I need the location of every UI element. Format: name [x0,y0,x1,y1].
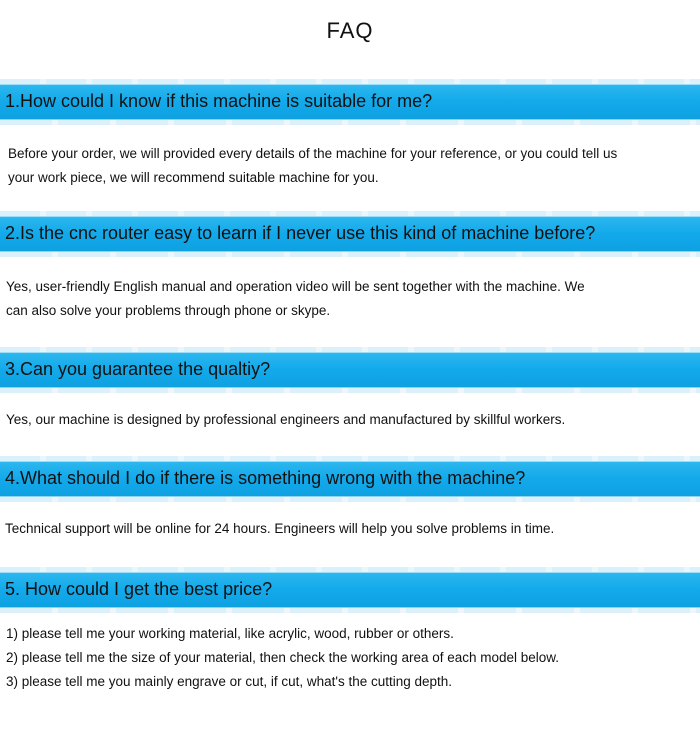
faq-question-banner-4 [0,461,700,497]
faq-answer-2-line-2: can also solve your problems through phone or skype. [6,303,331,318]
faq-answer-3 [6,408,696,432]
faq-answer-1 [8,142,698,190]
faq-answer-5-line-1: 1) please tell me your working material, like acrylic, wood, rubber or others. [6,626,454,641]
faq-answer-2-line-1: Yes, user-friendly English manual and operation video will be sent together with the machine. We [6,279,585,294]
faq-answer-1-line-2: your work piece, we will recommend suitable machine for you. [8,170,379,185]
faq-answer-3-line-1: Yes, our machine is designed by professional engineers and manufactured by skillful workers. [6,412,566,427]
faq-answer-5-line-2: 2) please tell me the size of your material, then check the working area of each model below. [6,650,560,665]
faq-answer-1-line-1: Before your order, we will provided every details of the machine for your reference, or you could tell us [8,146,618,161]
page-title: FAQ [326,18,374,43]
faq-question-banner-2 [0,216,700,252]
faq-question-3: 3.Can you guarantee the qualtiy? [5,359,271,379]
faq-answer-4 [5,517,695,541]
faq-question-4: 4.What should I do if there is something wrong with the machine? [5,468,526,488]
faq-question-2: 2.Is the cnc router easy to learn if I never use this kind of machine before? [5,223,596,243]
faq-question-banner-1 [0,84,700,120]
faq-answer-5-line-3: 3) please tell me you mainly engrave or cut, if cut, what's the cutting depth. [6,674,453,689]
faq-question-1: 1.How could I know if this machine is suitable for me? [5,91,433,111]
faq-answer-5 [6,622,696,694]
faq-answer-2 [6,275,696,323]
faq-answer-4-line-1: Technical support will be online for 24 hours. Engineers will help you solve problems in time. [5,521,555,536]
faq-question-banner-5 [0,572,700,608]
faq-question-5: 5. How could I get the best price? [5,579,273,599]
faq-question-banner-3 [0,352,700,388]
